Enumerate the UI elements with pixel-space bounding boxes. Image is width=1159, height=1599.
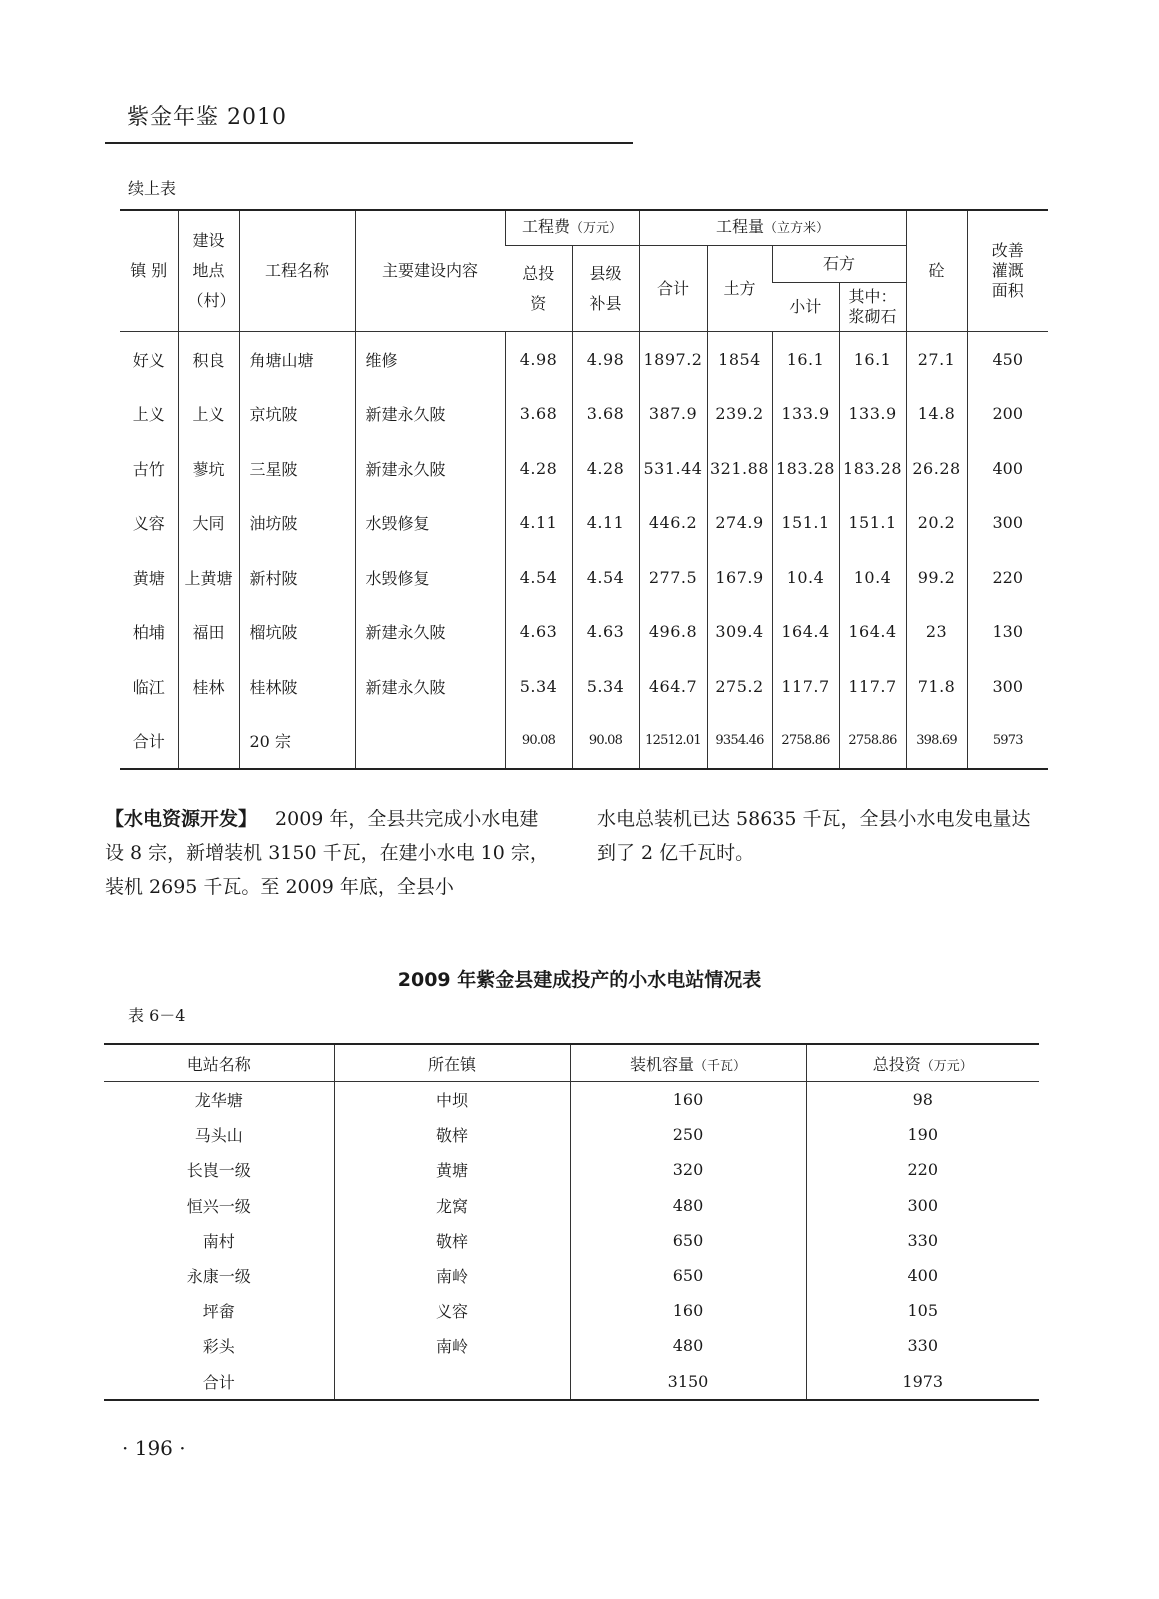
- village-cell: [178, 714, 239, 770]
- earthwork-cell: 9354.46: [707, 714, 772, 770]
- station-town-cell: 黄塘: [334, 1152, 570, 1187]
- station-town-cell: 中坝: [334, 1082, 570, 1118]
- investment-cell: 190: [806, 1117, 1039, 1152]
- qty-total-cell: 12512.01: [639, 714, 707, 770]
- header-station: 电站名称: [104, 1044, 334, 1082]
- town-cell: 柏埔: [132, 623, 165, 643]
- station-cell: 彩头: [202, 1337, 235, 1357]
- paragraph-text-1: 2009 年，全县共完成小水电建设 8 宗，新增装机 3150 千瓦，在建小水电 10 宗，装机 2695 千瓦。至 2009 年底，全县小: [105, 808, 549, 898]
- earthwork-cell: 239.2: [707, 387, 772, 442]
- irrigation-cell: 5973: [967, 714, 1048, 770]
- investment-cell: 98: [806, 1082, 1039, 1118]
- header-masonry: 其中：浆砌石: [839, 283, 906, 332]
- total-investment-cell: 4.63: [505, 605, 572, 660]
- earthwork-cell: 1854: [707, 332, 772, 387]
- village-cell: 上义: [178, 387, 239, 442]
- county-subsidy-cell: 4.63: [572, 605, 639, 660]
- town-cell: 好义: [132, 350, 165, 370]
- irrigation-cell: 220: [967, 550, 1048, 605]
- station-town-cell: 敬梓: [334, 1117, 570, 1152]
- station-cell: 龙华塘: [194, 1091, 243, 1111]
- hydropower-stations-table: [104, 1043, 1039, 1401]
- station-cell: 坪畲: [202, 1302, 235, 1322]
- header-stonework: 石方: [772, 246, 906, 283]
- concrete-cell: 27.1: [906, 332, 967, 387]
- qty-total-cell: 496.8: [639, 605, 707, 660]
- village-cell: 大同: [178, 496, 239, 551]
- station-town-cell: 南岭: [334, 1258, 570, 1293]
- table-row: [120, 332, 1048, 387]
- concrete-cell: 20.2: [906, 496, 967, 551]
- village-cell: 桂林: [178, 659, 239, 714]
- table-row: [120, 496, 1048, 551]
- table-row: [104, 1082, 1039, 1118]
- header-qty-total: 合计: [639, 246, 707, 332]
- earthwork-cell: 167.9: [707, 550, 772, 605]
- table-row: [120, 659, 1048, 714]
- investment-cell: 1973: [806, 1364, 1039, 1400]
- header-total-investment: 总投资: [522, 263, 555, 313]
- capacity-cell: 480: [570, 1188, 806, 1223]
- stone-subtotal-cell: 10.4: [772, 550, 839, 605]
- paragraph-column-1: [105, 802, 555, 904]
- village-cell: 福田: [178, 605, 239, 660]
- header-rule: [105, 142, 633, 144]
- content-cell: 新建永久陂: [355, 441, 505, 496]
- capacity-cell: 480: [570, 1328, 806, 1363]
- header-investment: 总投资（万元）: [806, 1044, 1039, 1082]
- town-cell: 合计: [132, 732, 165, 752]
- header-stone-subtotal: 小计: [789, 297, 822, 316]
- paragraph-lead: 【水电资源开发】: [105, 808, 258, 830]
- header-capacity: 装机容量（千瓦）: [570, 1044, 806, 1082]
- concrete-cell: 23: [906, 605, 967, 660]
- masonry-cell: 183.28: [839, 441, 906, 496]
- county-subsidy-cell: 4.28: [572, 441, 639, 496]
- total-investment-cell: 4.98: [505, 332, 572, 387]
- stone-subtotal-cell: 164.4: [772, 605, 839, 660]
- header-station-town: 所在镇: [334, 1044, 570, 1082]
- table-row: [104, 1223, 1039, 1258]
- table-row: [120, 605, 1048, 660]
- total-investment-cell: 3.68: [505, 387, 572, 442]
- table-row: [104, 1328, 1039, 1363]
- content-cell: 水毁修复: [355, 496, 505, 551]
- page-number: · 196 ·: [122, 1436, 186, 1460]
- header-quantity-group: 工程量（立方米）: [639, 210, 906, 246]
- table2-label: 表 6－4: [128, 1006, 186, 1025]
- qty-total-cell: 1897.2: [639, 332, 707, 387]
- investment-cell: 300: [806, 1188, 1039, 1223]
- qty-total-cell: 464.7: [639, 659, 707, 714]
- masonry-cell: 2758.86: [839, 714, 906, 770]
- concrete-cell: 99.2: [906, 550, 967, 605]
- header-irrigation: 改善灌溉面积: [967, 210, 1048, 332]
- stone-subtotal-cell: 151.1: [772, 496, 839, 551]
- header-concrete: 砼: [906, 210, 967, 332]
- table-row: [120, 441, 1048, 496]
- project-name-cell: 榴坑陂: [239, 605, 355, 660]
- header-county-subsidy: 县级补县: [572, 246, 639, 332]
- town-cell: 义容: [132, 514, 165, 534]
- investment-cell: 330: [806, 1328, 1039, 1363]
- total-investment-cell: 90.08: [505, 714, 572, 770]
- investment-cell: 220: [806, 1152, 1039, 1187]
- content-cell: 水毁修复: [355, 550, 505, 605]
- masonry-cell: 164.4: [839, 605, 906, 660]
- earthwork-cell: 274.9: [707, 496, 772, 551]
- stone-subtotal-cell: 183.28: [772, 441, 839, 496]
- content-cell: 新建永久陂: [355, 387, 505, 442]
- table-row: [104, 1152, 1039, 1187]
- project-name-cell: 角塘山塘: [239, 332, 355, 387]
- village-cell: 上黄塘: [178, 550, 239, 605]
- station-town-cell: [334, 1364, 570, 1400]
- station-town-cell: 敬梓: [334, 1223, 570, 1258]
- qty-total-cell: 531.44: [639, 441, 707, 496]
- station-town-cell: 义容: [334, 1293, 570, 1328]
- irrigation-cell: 300: [967, 659, 1048, 714]
- capacity-cell: 250: [570, 1117, 806, 1152]
- qty-total-cell: 277.5: [639, 550, 707, 605]
- county-subsidy-cell: 90.08: [572, 714, 639, 770]
- header-cost-group: 工程费（万元）: [505, 210, 639, 246]
- paragraph-column-2: 水电总装机已达 58635 千瓦，全县小水电发电量达到了 2 亿千瓦时。: [597, 808, 1031, 864]
- earthwork-cell: 321.88: [707, 441, 772, 496]
- town-cell: 黄塘: [132, 568, 165, 588]
- town-cell: 古竹: [132, 459, 165, 479]
- capacity-cell: 650: [570, 1223, 806, 1258]
- stone-subtotal-cell: 133.9: [772, 387, 839, 442]
- continuation-label: 续上表: [128, 179, 177, 198]
- page-header-title: 紫金年鉴 2010: [127, 105, 287, 130]
- investment-cell: 400: [806, 1258, 1039, 1293]
- concrete-cell: 26.28: [906, 441, 967, 496]
- content-cell: [355, 714, 505, 770]
- project-name-cell: 新村陂: [239, 550, 355, 605]
- header-main-content: 主要建设内容: [355, 210, 505, 332]
- concrete-cell: 71.8: [906, 659, 967, 714]
- irrigation-cell: 450: [967, 332, 1048, 387]
- irrigation-cell: 200: [967, 387, 1048, 442]
- capacity-cell: 160: [570, 1293, 806, 1328]
- header-earthwork: 土方: [707, 246, 772, 332]
- station-cell: 长崀一级: [186, 1161, 251, 1181]
- irrigation-cell: 400: [967, 441, 1048, 496]
- earthwork-cell: 275.2: [707, 659, 772, 714]
- irrigation-projects-table: [120, 209, 1048, 770]
- table-row: [104, 1293, 1039, 1328]
- stone-subtotal-cell: 117.7: [772, 659, 839, 714]
- qty-total-cell: 387.9: [639, 387, 707, 442]
- masonry-cell: 10.4: [839, 550, 906, 605]
- station-cell: 马头山: [194, 1126, 243, 1146]
- station-town-cell: 南岭: [334, 1328, 570, 1363]
- concrete-cell: 14.8: [906, 387, 967, 442]
- capacity-cell: 160: [570, 1082, 806, 1118]
- masonry-cell: 117.7: [839, 659, 906, 714]
- county-subsidy-cell: 5.34: [572, 659, 639, 714]
- capacity-cell: 3150: [570, 1364, 806, 1400]
- table-row: [120, 387, 1048, 442]
- village-cell: 蓼坑: [178, 441, 239, 496]
- table-row: [120, 550, 1048, 605]
- station-cell: 南村: [202, 1231, 235, 1251]
- station-cell: 永康一级: [186, 1267, 251, 1287]
- content-cell: 新建永久陂: [355, 605, 505, 660]
- masonry-cell: 133.9: [839, 387, 906, 442]
- station-cell: 合计: [202, 1372, 235, 1392]
- station-town-cell: 龙窝: [334, 1188, 570, 1223]
- table-row: [104, 1188, 1039, 1223]
- capacity-cell: 320: [570, 1152, 806, 1187]
- stone-subtotal-cell: 2758.86: [772, 714, 839, 770]
- header-town: 镇 别: [130, 261, 168, 280]
- county-subsidy-cell: 4.11: [572, 496, 639, 551]
- table-row: [120, 714, 1048, 770]
- concrete-cell: 398.69: [906, 714, 967, 770]
- masonry-cell: 151.1: [839, 496, 906, 551]
- total-investment-cell: 4.11: [505, 496, 572, 551]
- masonry-cell: 16.1: [839, 332, 906, 387]
- total-investment-cell: 4.28: [505, 441, 572, 496]
- total-investment-cell: 5.34: [505, 659, 572, 714]
- project-name-cell: 20 宗: [239, 714, 355, 770]
- station-cell: 恒兴一级: [186, 1196, 251, 1216]
- investment-cell: 330: [806, 1223, 1039, 1258]
- project-name-cell: 桂林陂: [239, 659, 355, 714]
- table2-title: 2009 年紫金县建成投产的小水电站情况表: [397, 969, 762, 991]
- header-location: 建设地点（村）: [178, 210, 239, 332]
- table-row: [104, 1364, 1039, 1400]
- irrigation-cell: 130: [967, 605, 1048, 660]
- town-cell: 临江: [132, 677, 165, 697]
- table-row: [104, 1117, 1039, 1152]
- earthwork-cell: 309.4: [707, 605, 772, 660]
- village-cell: 积良: [178, 332, 239, 387]
- project-name-cell: 三星陂: [239, 441, 355, 496]
- project-name-cell: 油坊陂: [239, 496, 355, 551]
- content-cell: 新建永久陂: [355, 659, 505, 714]
- content-cell: 维修: [355, 332, 505, 387]
- header-project-name: 工程名称: [239, 210, 355, 332]
- county-subsidy-cell: 4.54: [572, 550, 639, 605]
- county-subsidy-cell: 3.68: [572, 387, 639, 442]
- investment-cell: 105: [806, 1293, 1039, 1328]
- qty-total-cell: 446.2: [639, 496, 707, 551]
- irrigation-cell: 300: [967, 496, 1048, 551]
- total-investment-cell: 4.54: [505, 550, 572, 605]
- town-cell: 上义: [132, 405, 165, 425]
- capacity-cell: 650: [570, 1258, 806, 1293]
- stone-subtotal-cell: 16.1: [772, 332, 839, 387]
- table-row: [104, 1258, 1039, 1293]
- county-subsidy-cell: 4.98: [572, 332, 639, 387]
- project-name-cell: 京坑陂: [239, 387, 355, 442]
